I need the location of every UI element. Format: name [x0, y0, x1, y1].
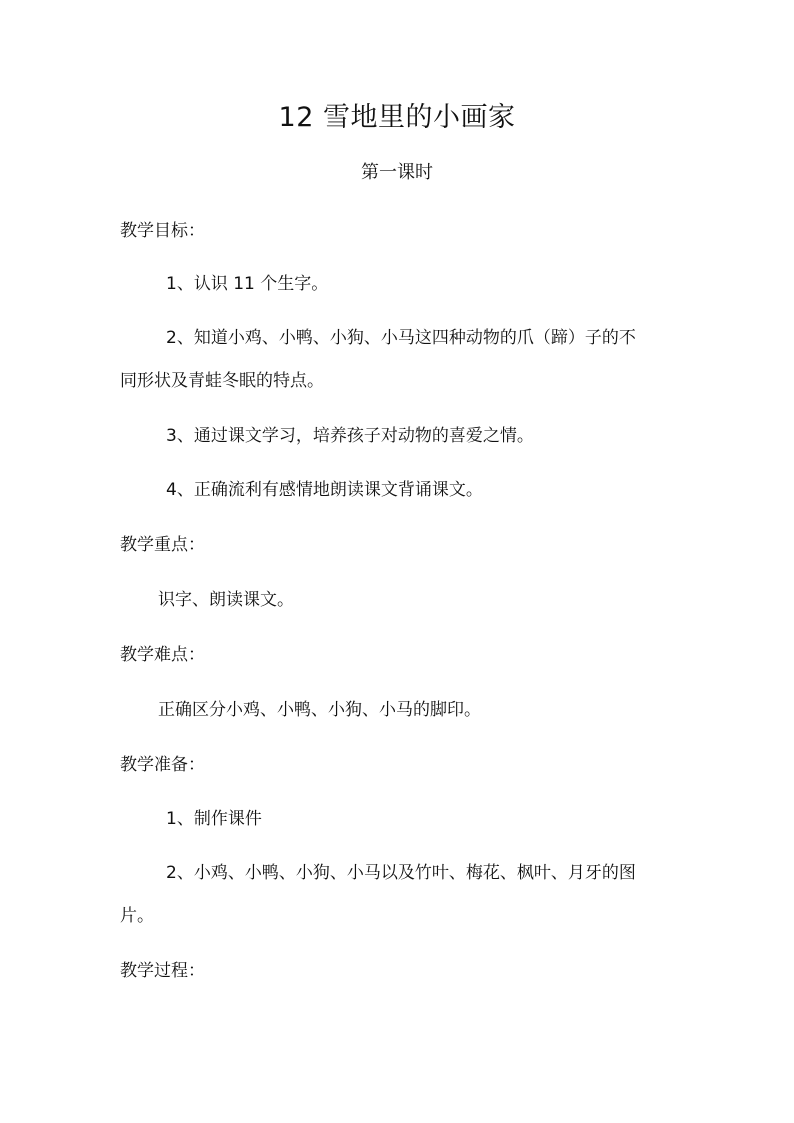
preparation-heading: 教学准备：: [120, 755, 205, 775]
objectives-heading: 教学目标：: [120, 221, 205, 241]
document-title: 12 雪地里的小画家: [278, 102, 516, 133]
preparation-item-continuation: 片。: [120, 906, 154, 926]
key-points-text: 识字、朗读课文。: [158, 590, 294, 610]
difficulties-text: 正确区分小鸡、小鸭、小狗、小马的脚印。: [158, 700, 481, 720]
difficulties-heading: 教学难点：: [120, 645, 205, 665]
process-heading: 教学过程：: [120, 961, 205, 981]
preparation-item: 1、制作课件: [166, 809, 262, 829]
preparation-item: 2、小鸡、小鸭、小狗、小马以及竹叶、梅花、枫叶、月牙的图: [166, 863, 636, 883]
objective-item: 1、认识 11 个生字。: [166, 274, 329, 294]
objective-item-continuation: 同形状及青蛙冬眠的特点。: [120, 371, 324, 391]
objective-item: 3、通过课文学习，培养孩子对动物的喜爱之情。: [166, 426, 534, 446]
objective-item: 2、知道小鸡、小鸭、小狗、小马这四种动物的爪（蹄）子的不: [166, 328, 636, 348]
lesson-period: 第一课时: [361, 162, 433, 183]
key-points-heading: 教学重点：: [120, 535, 205, 555]
objective-item: 4、正确流利有感情地朗读课文背诵课文。: [166, 480, 483, 500]
